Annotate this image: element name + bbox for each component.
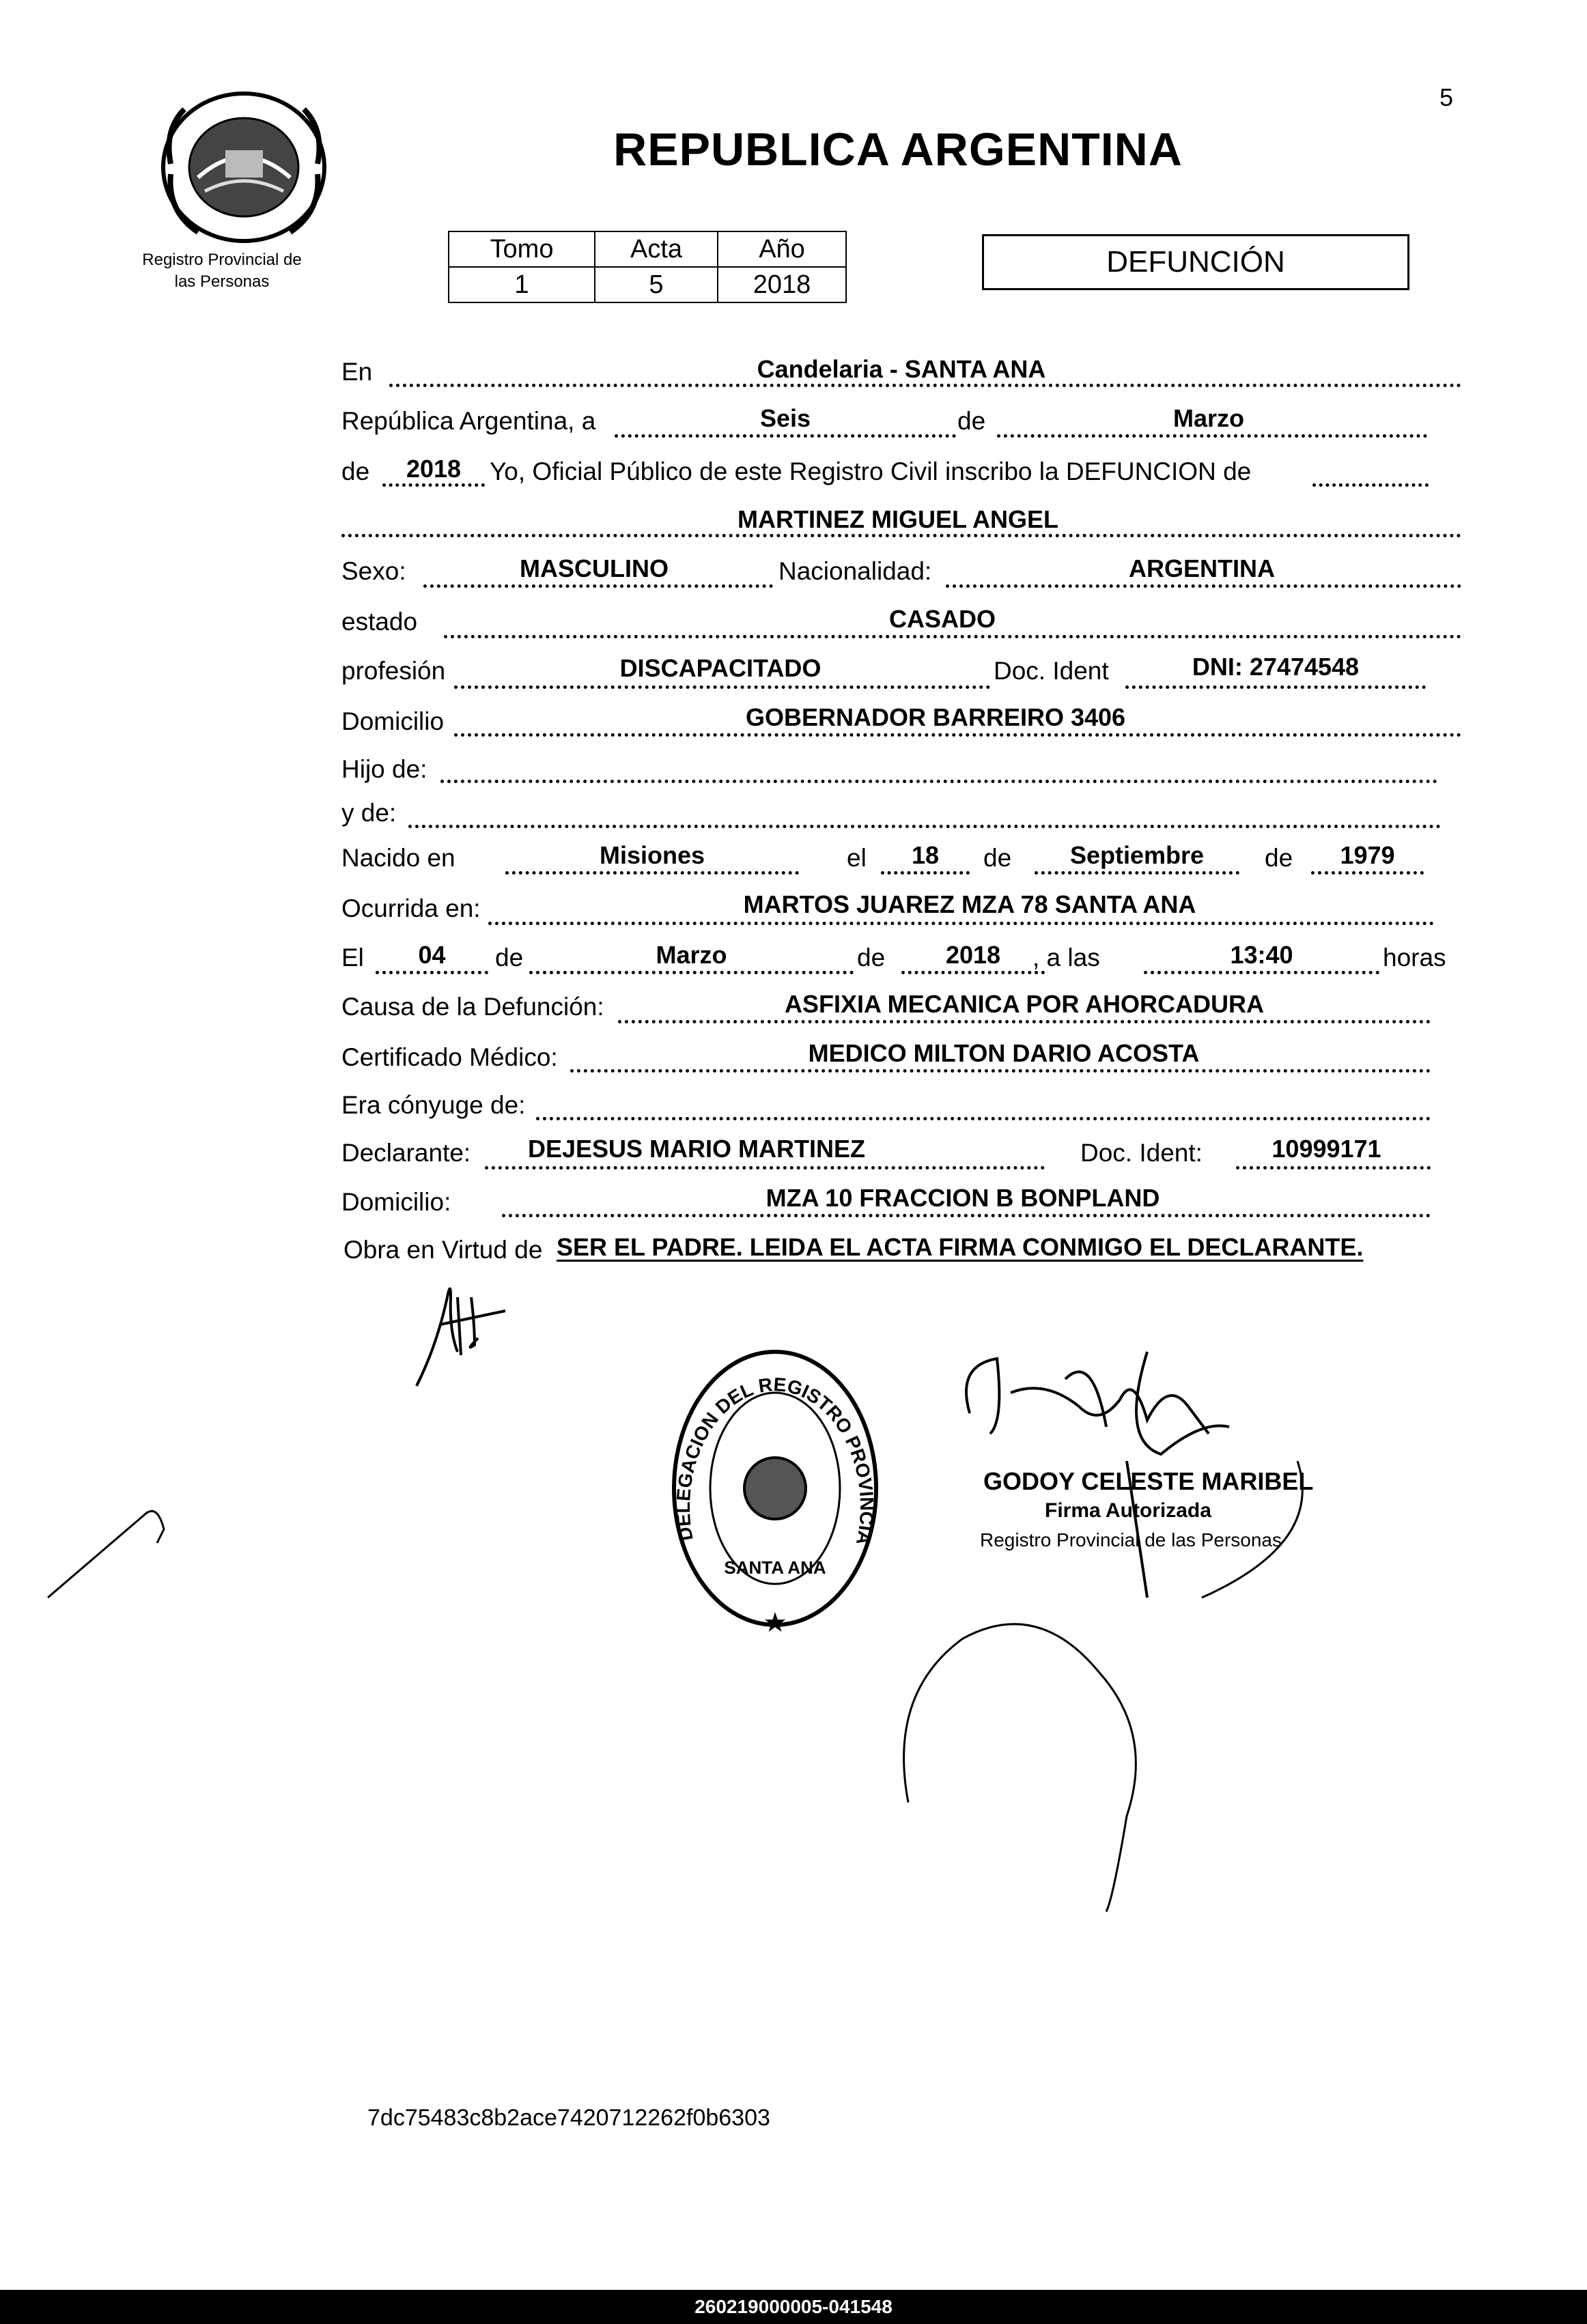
label-en: En [341,358,373,386]
label-republica: República Argentina, a [341,407,596,435]
label-de: de [857,944,886,972]
value-dia: Seis [759,404,811,432]
value-lugar: Candelaria - SANTA ANA [757,355,1046,383]
dotted-line [502,1214,1431,1217]
label-yo: Yo, Oficial Público de este Registro Civil inscribo la DEFUNCION de [490,457,1252,485]
value-causa: ASFIXIA MECANICA POR AHORCADURA [785,990,1264,1018]
dotted-line [1311,871,1424,875]
dotted-line [505,871,799,875]
label-de: de [1265,844,1293,872]
value-domicilio: GOBERNADOR BARREIRO 3406 [745,703,1126,731]
label-domicilio-declarante: Domicilio: [341,1188,451,1216]
value-declarante-doc: 10999171 [1272,1135,1381,1163]
label-el: El [341,944,364,972]
document-title: REPUBLICA ARGENTINA [613,124,1183,175]
value-hora: 13:40 [1230,941,1293,969]
document-hash: 7dc75483c8b2ace7420712262f0b6303 [367,2105,770,2131]
footer-code: 260219000005-041548 [694,2296,893,2317]
dotted-line [423,584,773,588]
value-estado: CASADO [888,605,996,633]
label-hijo: Hijo de: [341,755,427,783]
dotted-line [454,733,1461,737]
dotted-line [440,780,1437,783]
label-el: el [847,844,867,872]
dotted-line [382,483,485,487]
value-nacido-anio: 1979 [1340,841,1395,869]
registry-name-line-2: las Personas [174,272,270,291]
dotted-line [1035,871,1239,875]
value-mes: Marzo [1172,404,1244,432]
dotted-line [1144,971,1379,974]
label-estado: estado [341,608,418,636]
dotted-line [1236,1166,1431,1170]
label-obra: Obra en Virtud de [343,1236,543,1264]
declarant-signature [410,1270,519,1393]
tomo-label: Tomo [449,231,595,267]
label-domicilio: Domicilio [341,707,445,735]
signer-name: GODOY CELESTE MARIBEL [983,1467,1314,1495]
dotted-line [341,534,1461,537]
label-declarante: Declarante: [341,1139,471,1167]
label-profesion: profesión [341,657,446,685]
dotted-line [946,584,1461,588]
dotted-line [536,1117,1431,1120]
stamp-bottom-text: SANTA ANA [724,1557,826,1578]
acta-value: 5 [595,267,718,302]
signer-office: Registro Provincial de las Personas [980,1529,1282,1550]
label-nacido: Nacido en [341,844,455,872]
signer-role: Firma Autorizada [1045,1499,1211,1522]
label-causa: Causa de la Defunción: [341,993,604,1021]
dotted-line [376,971,488,974]
authorized-signature [942,1338,1325,1625]
label-de: de [341,457,370,485]
label-conyuge: Era cónyuge de: [341,1091,526,1119]
label-certificado: Certificado Médico: [341,1043,558,1071]
value-dni: DNI: 27474548 [1192,653,1360,681]
label-nacionalidad: Nacionalidad: [778,557,932,585]
value-certificado: MEDICO MILTON DARIO ACOSTA [808,1039,1200,1067]
value-nacido-lugar: Misiones [599,841,705,869]
dotted-line [408,825,1441,828]
registry-name [123,249,321,293]
registry-name-line-1: Registro Provincial de [142,251,302,269]
dotted-line [570,1069,1431,1073]
dotted-line [997,434,1427,438]
dotted-line [615,434,956,438]
label-ocurrida: Ocurrida en: [341,894,481,922]
hand-drawn-circle [881,1611,1181,1925]
reference-table [448,231,847,303]
dotted-line [454,685,990,689]
dotted-line [444,635,1461,638]
dotted-line [618,1020,1431,1023]
anio-label: Año [718,231,846,267]
anio-value: 2018 [718,267,846,302]
acta-label: Acta [595,231,718,267]
value-nacido-mes: Septiembre [1069,841,1205,869]
dotted-line [485,1166,1045,1170]
dotted-line [881,871,970,875]
tomo-value: 1 [449,267,595,302]
value-sexo: MASCULINO [520,554,669,582]
official-stamp [658,1324,884,1642]
value-anio: 2018 [406,455,462,483]
stamp-arc-text: DELEGACION DEL REGISTRO PROVINCIAL DE LAS PERSONAS [658,1324,878,1547]
value-declarante: DEJESUS MARIO MARTINEZ [527,1135,866,1163]
dotted-line [1125,685,1426,689]
value-profesion: DISCAPACITADO [619,654,821,682]
dotted-line [529,971,854,974]
label-sexo: Sexo: [341,557,406,585]
label-y-de: y de: [341,799,397,827]
dotted-line [389,384,1461,387]
dotted-line [901,971,1045,974]
page-number: 5 [1439,83,1454,111]
value-muerte-mes: Marzo [656,941,727,969]
value-obra: SER EL PADRE. LEIDA EL ACTA FIRMA CONMIGO EL DECLARANTE. [557,1233,1364,1261]
value-muerte-anio: 2018 [945,941,1001,969]
label-a-las: , a las [1033,944,1100,972]
value-nacionalidad: ARGENTINA [1129,554,1275,582]
document-type-box: DEFUNCIÓN [982,234,1409,290]
value-muerte-dia: 04 [418,941,446,969]
value-declarante-domicilio: MZA 10 FRACCION B BONPLAND [766,1184,1160,1212]
label-horas: horas [1383,944,1446,972]
label-doc-ident-declarante: Doc. Ident: [1080,1139,1203,1167]
dotted-line [1312,483,1429,487]
value-ocurrida: MARTOS JUAREZ MZA 78 SANTA ANA [743,890,1196,918]
label-de: de [983,844,1012,872]
label-de: de [495,944,524,972]
value-nombre: MARTINEZ MIGUEL ANGEL [738,505,1058,533]
stray-mark [41,1488,178,1604]
star-icon: ★ [763,1608,787,1638]
label-de: de [957,407,986,435]
dotted-line [488,922,1434,925]
value-nacido-dia: 18 [911,841,940,869]
label-doc-ident: Doc. Ident [994,657,1109,685]
